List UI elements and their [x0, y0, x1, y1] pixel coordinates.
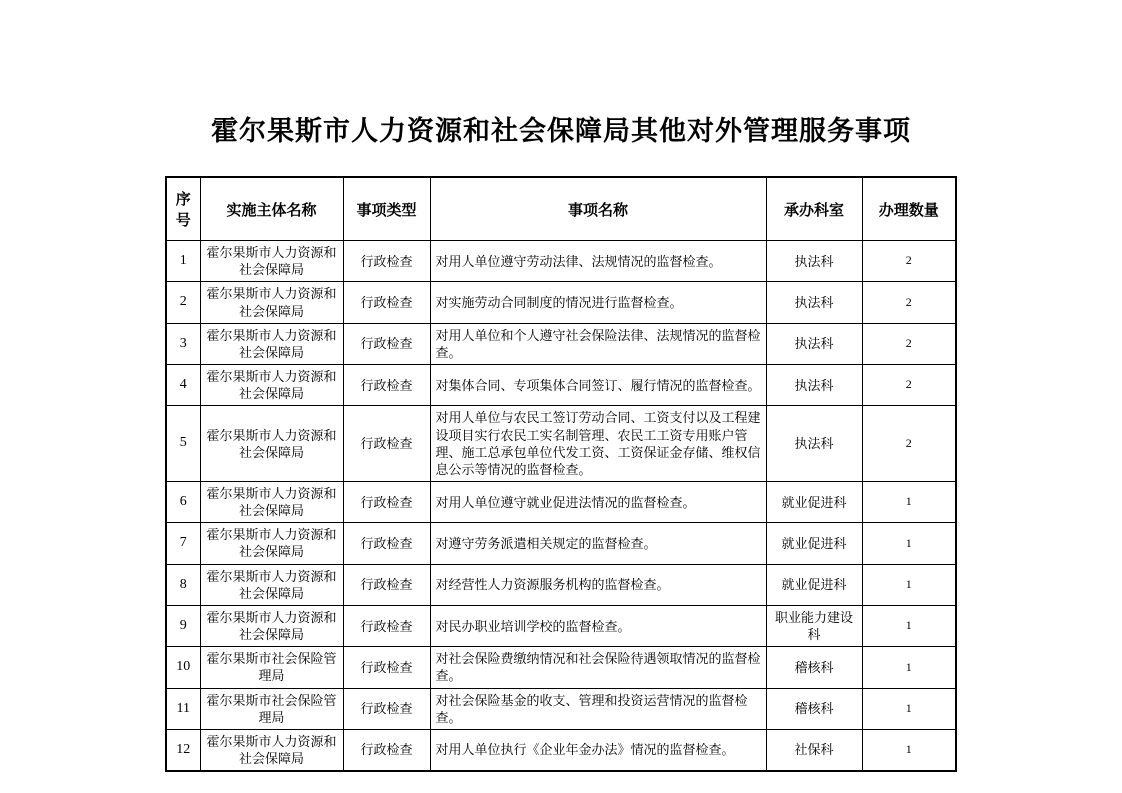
cell-item-type: 行政检查: [343, 282, 430, 323]
page-title: 霍尔果斯市人力资源和社会保障局其他对外管理服务事项: [211, 116, 911, 146]
cell-item-name: 对社会保险费缴纳情况和社会保险待遇领取情况的监督检查。: [430, 647, 766, 688]
cell-department: 执法科: [766, 365, 862, 406]
cell-item-type: 行政检查: [343, 323, 430, 364]
cell-serial-number: 12: [166, 729, 200, 771]
cell-serial-number: 10: [166, 647, 200, 688]
table-row: [166, 282, 956, 323]
cell-process-count: 1: [862, 523, 956, 564]
cell-item-name: 对用人单位遵守劳动法律、法规情况的监督检查。: [430, 241, 766, 282]
cell-serial-number: 3: [166, 323, 200, 364]
cell-entity-name: 霍尔果斯市社会保险管理局: [200, 688, 343, 729]
cell-item-name: 对用人单位与农民工签订劳动合同、工资支付以及工程建设项目实行农民工实名制管理、农民工工资专用账户管理、施工总承包单位代发工资、工资保证金存储、维权信息公示等情况的监督检查。: [430, 406, 766, 482]
cell-department: 社保科: [766, 729, 862, 771]
cell-serial-number: 7: [166, 523, 200, 564]
cell-process-count: 2: [862, 282, 956, 323]
header-cell-type: 事项类型: [343, 177, 430, 241]
cell-department: 职业能力建设科: [766, 605, 862, 646]
cell-process-count: 1: [862, 647, 956, 688]
cell-item-name: 对实施劳动合同制度的情况进行监督检查。: [430, 282, 766, 323]
table-row: [166, 647, 956, 688]
table-row: [166, 323, 956, 364]
cell-entity-name: 霍尔果斯市人力资源和社会保障局: [200, 605, 343, 646]
cell-department: 执法科: [766, 323, 862, 364]
cell-entity-name: 霍尔果斯市人力资源和社会保障局: [200, 282, 343, 323]
cell-item-name: 对集体合同、专项集体合同签订、履行情况的监督检查。: [430, 365, 766, 406]
cell-entity-name: 霍尔果斯市人力资源和社会保障局: [200, 729, 343, 771]
cell-process-count: 2: [862, 365, 956, 406]
cell-item-name: 对用人单位遵守就业促进法情况的监督检查。: [430, 482, 766, 523]
cell-process-count: 1: [862, 729, 956, 771]
cell-serial-number: 6: [166, 482, 200, 523]
header-cell-count: 办理数量: [862, 177, 956, 241]
cell-process-count: 1: [862, 564, 956, 605]
cell-entity-name: 霍尔果斯市人力资源和社会保障局: [200, 523, 343, 564]
table-row: [166, 406, 956, 482]
cell-entity-name: 霍尔果斯市人力资源和社会保障局: [200, 406, 343, 482]
cell-process-count: 2: [862, 241, 956, 282]
cell-department: 执法科: [766, 282, 862, 323]
cell-department: 稽核科: [766, 688, 862, 729]
table-row: [166, 241, 956, 282]
cell-item-type: 行政检查: [343, 688, 430, 729]
table-header-row: [166, 177, 956, 241]
table-row: [166, 564, 956, 605]
cell-item-type: 行政检查: [343, 523, 430, 564]
header-cell-name: 事项名称: [430, 177, 766, 241]
table-row: [166, 729, 956, 771]
header-cell-no: 序号: [166, 177, 200, 241]
table-row: [166, 365, 956, 406]
cell-entity-name: 霍尔果斯市社会保险管理局: [200, 647, 343, 688]
cell-item-type: 行政检查: [343, 605, 430, 646]
cell-process-count: 1: [862, 482, 956, 523]
cell-item-type: 行政检查: [343, 365, 430, 406]
header-cell-entity: 实施主体名称: [200, 177, 343, 241]
cell-item-type: 行政检查: [343, 729, 430, 771]
cell-serial-number: 8: [166, 564, 200, 605]
cell-item-name: 对经营性人力资源服务机构的监督检查。: [430, 564, 766, 605]
cell-item-name: 对社会保险基金的收支、管理和投资运营情况的监督检查。: [430, 688, 766, 729]
cell-entity-name: 霍尔果斯市人力资源和社会保障局: [200, 365, 343, 406]
cell-item-type: 行政检查: [343, 647, 430, 688]
cell-item-type: 行政检查: [343, 241, 430, 282]
cell-item-name: 对用人单位和个人遵守社会保险法律、法规情况的监督检查。: [430, 323, 766, 364]
cell-department: 就业促进科: [766, 523, 862, 564]
cell-process-count: 2: [862, 323, 956, 364]
cell-process-count: 2: [862, 406, 956, 482]
cell-serial-number: 2: [166, 282, 200, 323]
cell-process-count: 1: [862, 605, 956, 646]
cell-item-name: 对用人单位执行《企业年金办法》情况的监督检查。: [430, 729, 766, 771]
cell-item-type: 行政检查: [343, 482, 430, 523]
cell-entity-name: 霍尔果斯市人力资源和社会保障局: [200, 564, 343, 605]
cell-item-type: 行政检查: [343, 406, 430, 482]
table-row: [166, 523, 956, 564]
cell-department: 就业促进科: [766, 482, 862, 523]
service-items-table: [165, 176, 957, 772]
cell-item-name: 对民办职业培训学校的监督检查。: [430, 605, 766, 646]
cell-serial-number: 4: [166, 365, 200, 406]
header-cell-dept: 承办科室: [766, 177, 862, 241]
table-row: [166, 482, 956, 523]
cell-item-name: 对遵守劳务派遣相关规定的监督检查。: [430, 523, 766, 564]
cell-serial-number: 1: [166, 241, 200, 282]
table-body: [166, 241, 956, 772]
cell-item-type: 行政检查: [343, 564, 430, 605]
cell-serial-number: 11: [166, 688, 200, 729]
cell-process-count: 1: [862, 688, 956, 729]
cell-department: 执法科: [766, 406, 862, 482]
cell-entity-name: 霍尔果斯市人力资源和社会保障局: [200, 241, 343, 282]
cell-department: 稽核科: [766, 647, 862, 688]
cell-entity-name: 霍尔果斯市人力资源和社会保障局: [200, 482, 343, 523]
cell-entity-name: 霍尔果斯市人力资源和社会保障局: [200, 323, 343, 364]
cell-serial-number: 5: [166, 406, 200, 482]
cell-serial-number: 9: [166, 605, 200, 646]
cell-department: 就业促进科: [766, 564, 862, 605]
table-row: [166, 688, 956, 729]
cell-department: 执法科: [766, 241, 862, 282]
table-row: [166, 605, 956, 646]
